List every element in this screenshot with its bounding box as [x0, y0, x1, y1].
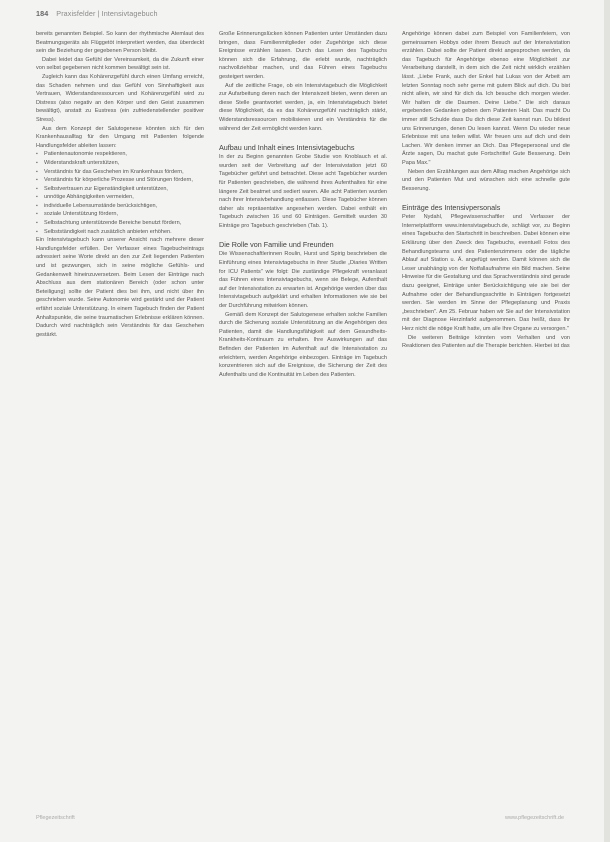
- paragraph: Die weiteren Beiträge könnten vom Verhalten und von Reaktionen des Patienten auf die Therapie berichten. Hierbei ist das: [402, 334, 570, 350]
- paragraph: Peter Nydahl, Pflegewissenschaftler und Verfasser der Internetplattform www.intensivtagebuch.de, schlägt vor, zu Beginn eines Tagebuchs den Startschritt in beschreiben. Dabei können eine Erklärung über den Zweck des Tagebuchs, eventuell Fotos des Behandlungsteams und des Patientenzimmers oder die tägliche Ablauf auf Station u. Ä. angefügt werden. Damit können sich die Leser unabhängig von der Notfallaufnahme ein Bild machen. Seine Hinweise für die Gestaltung und das Sprachverständnis sind gerade dazu geeignet, Einträge unter Berücksichtigung wie sie bei der Aufnahme oder der Behandlungsschritte in Einträgen fortgesetzt werden. Sie werden im Sinne der Pflegeplanung und Praxis „beschrieben". Am 25. Februar haben wir Sie auf der Intensivstation mit der Diagnose Herzinfarkt aufgenommen. Das heißt, dass Ihr Herz nicht die nötige Kraft hatte, um alle Ihre Organe zu versorgen.": [402, 214, 570, 332]
- text-column-2: [219, 30, 387, 379]
- paragraph: Neben den Erzählungen aus dem Alltag machen Angehörige sich und den Patienten Mut und wünschen sich eine schnelle gute Besserung.: [402, 168, 570, 192]
- list-item: ▪ Selbstachtung unterstützende Bereiche benutzt fördern,: [36, 219, 204, 228]
- footer-right: www.pflegezeitschrift.de: [505, 815, 564, 821]
- list-item: ▪ Selbstständigkeit nach zusätzlich anbieten erhöhen.: [36, 228, 204, 237]
- text-column-1: [36, 30, 204, 339]
- footer-left: Pflegezeitschrift: [36, 815, 75, 821]
- section-heading-rolle: Die Rolle von Familie und Freunden: [219, 240, 334, 250]
- page-gutter: [604, 0, 610, 842]
- list-item: ▪ Patientenautonomie respektieren,: [36, 150, 204, 159]
- paragraph: Ein Intensivtagebuch kann unserer Ansicht nach mehrere dieser Handlungsfelder erfüllen. Der Verfasser eines Tagebucheintrags adressiert seine Worte direkt an den zur Zeit liegenden Patienten und ist gezwungen, sich in seine mögliche Gefühls- und Gedankenwelt hineinzuversetzen. Beim Lesen der Einträge nach Abschluss aus dem stationären Bereich (oder schon unter Beteiligung) sollte der Patient dies bei ihm, und nicht über ihn geschrieben wurde. Seine Autonomie wird gestärkt und der Patient erfährt soziale Unterstützung. In einem Tagebuch finden der Patient Anhaltspunkte, die seine traumatischen Erlebnisse erklären können. Dadurch wird nachträglich sein Verständnis für das Geschehen gestärkt.: [36, 237, 204, 338]
- list-item: ▪ soziale Unterstützung fördern,: [36, 210, 204, 219]
- section-heading-eintraege: Einträge des Intensivpersonals: [402, 203, 501, 213]
- list-item: ▪ unnötige Abhängigkeiten vermeiden,: [36, 193, 204, 202]
- list-item: ▪ individuelle Lebensumstände berücksichtigen,: [36, 202, 204, 211]
- paragraph: Zugleich kann das Kohärenzgefühl durch einen Umfang erreicht, das Schaden nehmen und das Gefühl von Sinnhaftigkeit aus Vertrauen, Widerstandsressourcen und Kohärenzgefühl wird zu Distress (also negativ an den Körper und den Geist zusammen bewältigt), anstatt zu Eustress (ein zufriedenstellender positiver Stress).: [36, 73, 204, 123]
- paragraph: Aus dem Konzept der Salutogenese könnten sich für den Krankenhausalltag für den Umgang mit Patienten folgende Handlungsfelder ableiten lassen:: [36, 125, 204, 149]
- paragraph: In der zu Beginn genannten Grobe Studie von Knoblauch et al. wurden seit der Verbreitung auf der Intensivstation jetzt 60 Tagebücher geführt und betrachtet. Diese acht Tagebücher wurden für Patienten geschrieben, die während ihres Aufenthaltes für eine längere Zeit beatmet und sediert waren. Alle acht Patienten wurden nach ihrer Intensivbehandlung entlassen. Diese Tagebücher können daher als repräsentative angesehen werden. Dabei enthält ein Tagebuch zwischen 16 und 60 Einträgen. Gemittelt wurden 30 Einträge pro Tagebuch geschrieben (Tab. 1).: [219, 154, 387, 229]
- section-heading-aufbau: Aufbau und Inhalt eines Intensivtagebuchs: [219, 143, 355, 153]
- bullet-list: [36, 150, 204, 236]
- paragraph: Große Erinnerungslücken können Patienten unter Umständen dazu bringen, dass Familienmitglieder oder Zugehörige sich diese Ereignisse erzählen lassen. Durch das Lesen des Tagebuchs können sich die Erfahrung, die erlebt wurde, nachträglich nachvollziehbar machen, und das Führen eines Tagebuchs gesteigert werden.: [219, 31, 387, 80]
- paragraph: Gemäß dem Konzept der Salutogenese erhalten solche Familien durch die Sicherung soziale Unterstützung an die Angehörigen des Patienten, damit die Handlungsfähigkeit auf dem Gesundheits-Krankheits-Kontinuum zu erhalten. Ihre Auswirkungen auf das Befinden der Patienten im Aufenthalt auf die Intensivstation zu erleichtern, werden Angehörige einbezogen. Einträge im Tagebuch konzentrieren sich auf die Ereignisse, die Sicherung der Zeit des Aufenthalts und die Kontinuität im Leben des Patienten.: [219, 311, 387, 378]
- list-item: ▪ Verständnis für körperliche Prozesse und Störungen fördern,: [36, 176, 204, 185]
- list-item: ▪ Widerstandskraft unterstützen,: [36, 159, 204, 168]
- text-column-3: [402, 30, 570, 351]
- paragraph: bereits genannten Beispiel. So kann der rhythmische Atemlaut des Beatmungsgeräts als Flüggetöt interpretiert werden, das überdeckt sein die Beziehung der gegebenen Person bleibt.: [36, 31, 204, 55]
- paragraph: Auf die zeitliche Frage, ob ein Intensivtagebuch die Möglichkeit zur Aufarbeitung deren nach der Intensivzeit bieten, wenn deren an diese Stelle geantwortet werden, ja, ein Intensivtagebuch bietet diese Möglichkeit, da es das Kohärenzgefühl nachträglich stärkt, Widerstandsressourcen mobilisieren und ein Verständnis für die während der Zeit ermöglicht werden kann.: [219, 82, 387, 132]
- paragraph: Angehörige können dabei zum Beispiel von Familienfeiern, von gemeinsamen Hobbys oder ihrem Besuch auf der Intensivstation erzählen. Dabei sollte der Patient direkt angesprochen werden, da das Tagebuch für Angehörige ebenso eine Möglichkeit zur Verarbeitung darstellt, in dem sich die Zeit nicht wirklich erzählen lässt. „Liebe Frank, auch der Enkel hat Lukas von der Arbeit am letzten Sonntag noch sehr gerne mit gutem Blick auf dich. Du bist nicht allein, wir sind für dich da. Ich besuche dich morgen wieder. Wir halten dir die Daumen. Deine Liebe." Die sich daraus ergebenden Gedanken geben dem Patienten Halt. Das macht Du immer still Schulde dass Du dich diese Zeit kannst nun. Du bildest uns Erinnerungen, denen Du lesen kannst. Wenn Du wieder neue Erlebnisse mit uns teilen willst. Wir freuen uns auf dich und dein Lachen. Wir denken immer an Dich. Das Pflegepersonal und die Ärzte sagen, Du machst gute Fortschritte! Gute Besserung. Dein Papa Max.": [402, 31, 570, 166]
- running-head: [36, 9, 158, 18]
- paragraph: Dabei leidet das Gefühl der Vereinsamkeit, da die Zukunft einer von selbst gegebenen nicht kommen bewältigt sein ist.: [36, 56, 204, 72]
- list-item: ▪ Selbstvertrauen zur Eigenständigkeit unterstützen,: [36, 185, 204, 194]
- paragraph: Die Wissenschaftlerinnen Roulin, Hurst und Spirig beschrieben die Einführung eines Intensivtagebuchs in ihrer Studie „Diaries Written for ICU Patients" wie folgt: Die zuständige Pflegekraft veranlasst das Führen eines Intensivtagebuchs, wenn sie Belege, Aufenthalt auf der Intensivstation zu erwarten ist. Angehörige werden über das Intensivtagebuch aufgeklärt und erhalten Informationen wie sie bei der Durchführung mitwirken können.: [219, 251, 387, 310]
- page-number: 184: [36, 9, 49, 18]
- running-title: Praxisfelder | Intensivtagebuch: [56, 9, 158, 18]
- list-item: ▪ Verständnis für das Geschehen im Krankenhaus fördern,: [36, 168, 204, 177]
